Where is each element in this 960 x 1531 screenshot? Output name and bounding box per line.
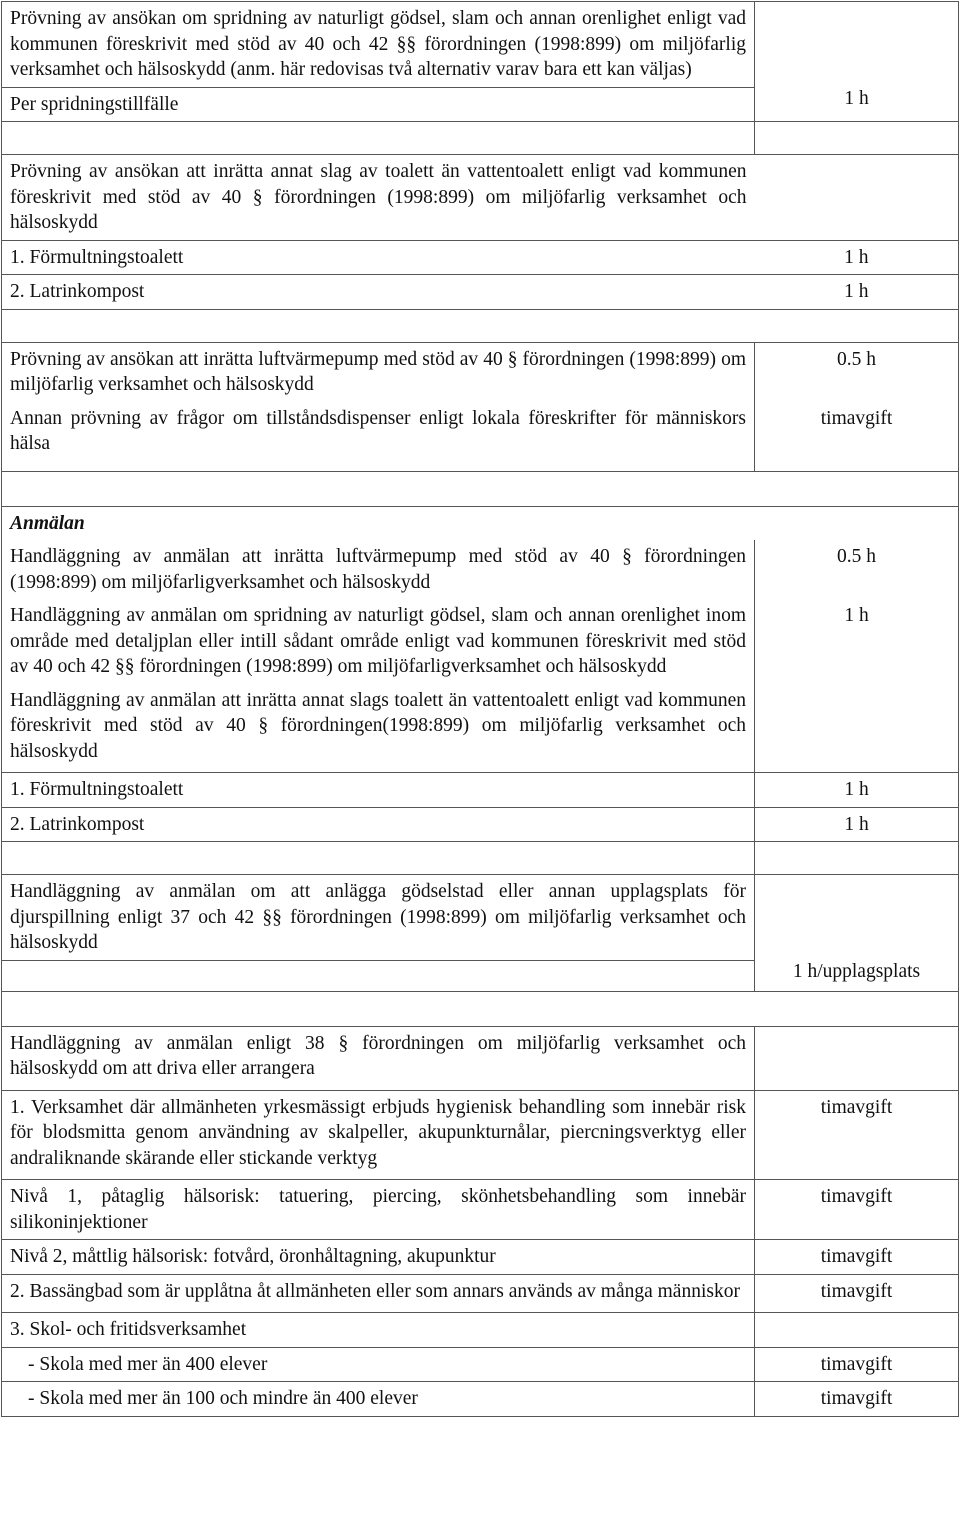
row-text: Per spridningstillfälle	[2, 87, 755, 122]
row-text: Handläggning av anmälan enligt 38 § förordningen om miljöfarlig verksamhet och hälsoskydd om att driva eller arrangera	[2, 1026, 755, 1090]
table-row	[2, 1026, 959, 1090]
row-value: 1 h	[755, 773, 959, 808]
row-text: Handläggning av anmälan att inrätta luftvärmepump med stöd av 40 § förordningen (1998:899) om miljöfarligverksamhet och hälsoskydd	[2, 540, 755, 599]
row-value: 1 h	[755, 240, 959, 275]
row-text: 1. Verksamhet där allmänheten yrkesmässigt erbjuds hygienisk behandling som innebär risk för blodsmitta genom användning av skalpeller, akupunkturnålar, piercningsverktyg eller andraliknande skärande eller stickande verktyg	[2, 1090, 755, 1180]
row-value: timavgift	[755, 1382, 959, 1417]
table-row	[2, 342, 959, 402]
row-text: 1. Förmultningstoalett	[2, 240, 755, 275]
table-row	[2, 599, 959, 684]
table-row	[2, 1274, 959, 1313]
table-row	[2, 240, 959, 275]
row-text: 3. Skol- och fritidsverksamhet	[2, 1313, 755, 1348]
row-value: timavgift	[755, 402, 959, 472]
row-value: timavgift	[755, 1090, 959, 1180]
table-row	[2, 1240, 959, 1275]
row-text: Handläggning av anmälan om att anlägga gödselstad eller annan upplagsplats för djurspillning enligt 37 och 42 §§ förordningen (1998:899) om miljöfarlig verksamhet och hälsoskydd	[2, 875, 755, 961]
row-text: - Skola med mer än 100 och mindre än 400 elever	[2, 1382, 755, 1417]
row-value: timavgift	[755, 1240, 959, 1275]
table-row	[2, 1313, 959, 1348]
table-row	[2, 1347, 959, 1382]
row-text: Prövning av ansökan att inrätta luftvärmepump med stöd av 40 § förordningen (1998:899) om miljöfarlig verksamhet och hälsoskydd	[2, 342, 755, 402]
spacer-row	[2, 842, 959, 875]
spacer-row	[2, 991, 959, 1026]
table-row	[2, 875, 959, 961]
row-value: timavgift	[755, 1274, 959, 1313]
row-text: Prövning av ansökan om spridning av naturligt gödsel, slam och annan orenlighet enligt vad kommunen föreskrivit med stöd av 40 och 42 §§ förordningen (1998:899) om miljöfarlig verksamhet och hälsoskydd (anm. här redovisas två alternativ varav bara ett kan väljas)	[2, 2, 755, 88]
table-row	[2, 807, 959, 842]
table-row	[2, 402, 959, 472]
table-row	[2, 1382, 959, 1417]
row-value: 1 h	[755, 2, 959, 122]
row-text: Nivå 2, måttlig hälsorisk: fotvård, öronhåltagning, akupunktur	[2, 1240, 755, 1275]
table-row	[2, 1180, 959, 1240]
section-heading: Anmälan	[2, 506, 755, 540]
row-value: 1 h/upplagsplats	[755, 875, 959, 992]
table-row	[2, 540, 959, 599]
spacer-row	[2, 122, 959, 155]
row-text: 2. Latrinkompost	[2, 807, 755, 842]
row-text: - Skola med mer än 400 elever	[2, 1347, 755, 1382]
row-value: 1 h	[755, 807, 959, 842]
table-row	[2, 773, 959, 808]
table-row	[2, 2, 959, 88]
spacer-row	[2, 309, 959, 342]
table-row	[2, 1090, 959, 1180]
row-text: 2. Bassängbad som är upplåtna åt allmänheten eller som annars används av många människor	[2, 1274, 755, 1313]
row-text: 2. Latrinkompost	[2, 275, 755, 310]
row-value: 1 h	[755, 275, 959, 310]
row-value: 0.5 h	[755, 342, 959, 402]
row-text: Handläggning av anmälan att inrätta annat slags toalett än vattentoalett enligt vad kommunen föreskrivit med stöd av 40 § förordningen(1998:899) om miljöfarlig verksamhet och hälsoskydd	[2, 684, 755, 773]
row-text: Prövning av ansökan att inrätta annat slag av toalett än vattentoalett enligt vad kommunen föreskrivit med stöd av 40 § förordningen (1998:899) om miljöfarlig verksamhet och hälsoskydd	[2, 155, 755, 241]
row-value: timavgift	[755, 1347, 959, 1382]
row-text: Nivå 1, påtaglig hälsorisk: tatuering, piercing, skönhetsbehandling som innebär silikoninjektioner	[2, 1180, 755, 1240]
spacer-row	[2, 471, 959, 506]
table-row	[2, 684, 959, 773]
fee-table	[1, 1, 959, 1417]
table-row	[2, 275, 959, 310]
row-value: 0.5 h	[755, 540, 959, 599]
row-text: Annan prövning av frågor om tillståndsdispenser enligt lokala föreskrifter för människors hälsa	[2, 402, 755, 472]
table-row	[2, 155, 959, 241]
table-row	[2, 506, 959, 540]
row-value: timavgift	[755, 1180, 959, 1240]
row-text: 1. Förmultningstoalett	[2, 773, 755, 808]
row-value: 1 h	[755, 599, 959, 684]
row-text: Handläggning av anmälan om spridning av naturligt gödsel, slam och annan orenlighet inom område med detaljplan eller intill sådant område enligt vad kommunen föreskrivit med stöd av 40 och 42 §§ förordningen (1998:899) om miljöfarligverksamhet och hälsoskydd	[2, 599, 755, 684]
